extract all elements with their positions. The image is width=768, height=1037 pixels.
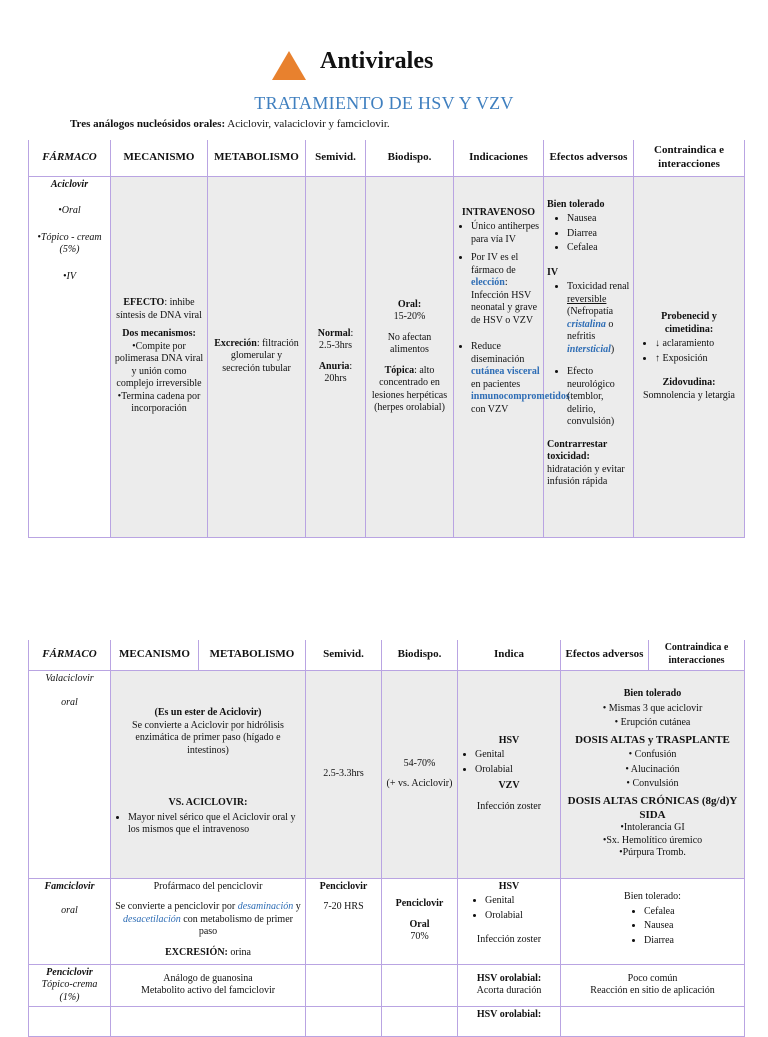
page-subtitle: TRATAMIENTO DE HSV Y VZV [254,93,514,113]
penciclovir-mecanismo [111,964,306,1007]
ind-text: Acorta duración [476,985,542,997]
ester-text: (Es un ester de Aciclovir) [154,707,262,719]
efecto-item: • Diarrea [644,935,741,948]
ind-text: Reduce diseminación [471,341,525,365]
penciclovir-farmaco [29,964,111,1007]
ind-text: Por IV es el fármaco de [471,252,519,276]
conversion-text: Se convierte a Aciclovir por hidrólisis enzimática de primer paso (hígado e intestinos) [132,719,284,756]
penciclovir-semivid [306,964,382,1007]
route-topico: •Tópico - cream (5%) [37,231,102,255]
title-row [0,48,768,84]
intravenoso-heading: INTRAVENOSO [461,206,536,218]
triangle-icon [272,51,306,80]
famciclovir-mecanismo [111,878,306,964]
header-mecanismo: MECANISMO [111,140,208,176]
aciclovir-biodispo [366,176,454,537]
header-metabolismo: METABOLISMO [208,140,306,176]
penciclovir-efectos [561,964,745,1007]
tox-text: ) [610,343,615,355]
famciclovir-indica [458,878,561,964]
bio-value: 54-70% [403,757,436,769]
mecanismo-item: •Termina cadena por incorporación [117,390,201,415]
hsv-item: • Orolabial [485,910,557,923]
aciclovir-indicaciones [454,176,570,537]
next-efectos [561,1007,745,1037]
aciclovir-semivid [306,176,366,537]
mecanismo-item: •Compite por polimerasa DNA viral y unión como complejo irreversible [114,340,204,390]
indicaciones-list [457,221,570,416]
header-farmaco: FÁRMACO [29,140,111,176]
route-oral: •Oral [58,205,81,216]
semivid-label: Penciclovir [319,880,368,892]
intersticial-text: intersticial [567,343,611,355]
header-mecanismo: MECANISMO [111,640,199,670]
next-biodispo [382,1007,458,1037]
aciclovir-farmaco [29,176,111,537]
header-semivid: Semivid. [306,140,366,176]
efecto-item: • Convulsión [564,778,741,791]
efecto-item: • Confusión [564,749,741,762]
hsv-item: • Genital [485,895,557,908]
inmuno-text: inmunocomprometidos [471,391,570,402]
no-afectan: No afectan alimentos [387,331,432,355]
excrecion-label: EXCRESIÓN: [165,946,228,958]
profarmaco-text: Profármaco del penciclovir [153,880,263,892]
indicacion-item [471,252,540,327]
next-indica: HSV orolabial: [458,1007,561,1037]
valaciclovir-efectos [561,670,745,878]
excrecion-text: : filtración glomerular y secreción tubular [222,337,299,374]
bio-label: Penciclovir [395,898,444,910]
drug-route: Tópico-crema (1%) [41,979,98,1003]
mec-text: con metabolismo de primer paso [180,913,293,937]
header-biodispo: Biodispo. [366,140,454,176]
penciclovir-indica [458,964,561,1007]
cronica-item: •Púrpura Tromb. [619,847,686,859]
intro-bold: Tres análogos nucleósidos orales: [70,118,226,130]
altas-list [564,749,741,791]
next-mecanismo [111,1007,306,1037]
vs-aciclovir-label: VS. ACICLOVIR: [168,797,248,809]
oral-value: 15-20% [393,311,426,322]
header-metabolismo: METABOLISMO [199,640,306,670]
ind-text: : Infección HSV neonatal y grave de HSV o VZV [471,277,538,326]
next-semivid [306,1007,382,1037]
drug-name: Valaciclovir [45,672,94,684]
hsv-list [461,749,557,776]
efecto-text: : inhibe síntesis de DNA viral [116,297,202,321]
dosis-altas-label: DOSIS ALTAS y TRASPLANTE [575,733,730,746]
cronica-item: •Sx. Hemolítico úremico [602,834,703,846]
efecto-label: EFECTO [123,297,165,309]
aciclovir-contra [634,176,745,537]
drug-name: Famciclovir [44,880,95,892]
dosis-cronicas-label: DOSIS ALTAS CRÓNICAS (8g/d)Y SIDA [567,794,738,821]
zidovudina-text: Somnolencia y letargia [642,389,735,401]
bien-tolerado: Bien tolerado [547,198,605,210]
cutanea-text: cutánea visceral [471,366,540,377]
eleccion-text: elección [471,277,505,288]
famciclovir-efectos [561,878,745,964]
mec-text: y [293,901,301,912]
mec-text: Metabolito activo del famciclovir [140,985,276,997]
header-efectos: Efectos adversos [544,140,634,176]
intro-text [70,118,390,130]
efecto-item: • Cefalea [644,906,741,919]
valaciclovir-indica [458,670,561,878]
vzv-label: VZV [498,780,520,792]
drug-name: Penciclovir [46,966,93,978]
hsv-label: HSV [498,880,520,892]
reversible-text: reversible [567,293,607,305]
topica-label: Tópica [384,364,415,376]
cronica-item: •Intolerancia GI [620,822,685,834]
valaciclovir-mecanismo [111,670,306,878]
efecto-item: • Mismas 3 que aciclovir [564,703,741,716]
contra-item: • ↑ Exposición [655,353,741,366]
hsv-list [461,895,557,922]
tox-text: (Nefropatía [567,306,614,317]
zoster-text: Infección zoster [476,800,542,812]
iv-label: IV [547,266,559,278]
aciclovir-efectos [544,176,634,537]
oral-label: Oral: [397,298,422,310]
hsv-item: • Orolabial [475,764,557,777]
valaciclovir-farmaco [29,670,111,878]
aciclovir-metabolismo [208,176,306,537]
header-contra: Contraindica e interacciones [634,140,745,176]
contra-item: • ↓ aclaramiento [655,338,741,351]
normal-label: Normal [317,327,351,339]
ind-text: con VZV [471,403,509,415]
next-farmaco [29,1007,111,1037]
contrarrestar-label: Contrarrestar toxicidad: [547,438,608,462]
cristalina-text: cristalina [567,318,606,330]
indicacion-item: • Único antiherpes para vía IV [471,221,540,246]
zoster-text: Infección zoster [476,934,542,945]
bien-tolerado: Bien tolerado: [624,891,681,902]
efecto-item: • Alucinación [564,764,741,777]
neuro-item: • Efecto neurológico (temblor, delirio, convulsión) [567,366,630,429]
penciclovir-biodispo [382,964,458,1007]
page-title: Antivirales [320,48,434,74]
efecto-item: • Nausea [644,920,741,933]
anuria-label: Anuria [318,360,350,372]
drug-route: oral [61,697,78,708]
probenecid-list [641,338,741,365]
header-efectos: Efectos adversos [561,640,649,670]
bien-tolerado: Bien tolerado [623,688,682,700]
iv-list [553,281,630,429]
aciclovir-table [28,140,745,538]
topica-text: : alto concentrado en lesiones herpéticas (herpes orolabial) [371,364,448,413]
header-biodispo: Biodispo. [382,640,458,670]
efecto-text: Reacción en sitio de aplicación [590,985,715,997]
desaminacion-text: desaminación [237,901,294,912]
dos-mecanismos-label: Dos mecanismos: [122,328,196,340]
semivid-value: 7-20 HRS [323,901,364,912]
mec-text: Se convierte a penciclovir por [115,901,238,912]
header-semivid: Semivid. [306,640,382,670]
excrecion-label: Excreción [214,337,257,349]
ind-label: HSV orolabial: [476,972,542,984]
ind-text: en pacientes [471,378,521,390]
famciclovir-farmaco [29,878,111,964]
efecto-item: • Diarrea [567,228,630,241]
efecto-item: • Cefalea [567,242,630,255]
aciclovir-mecanismo [111,176,208,537]
valaciclovir-table [28,640,745,1037]
contrarrestar-text: hidratación y evitar infusión rápida [547,463,625,487]
hsv-item: • Genital [475,749,557,762]
bio-note: (+ vs. Aciclovir) [386,778,453,789]
drug-route: oral [61,905,78,916]
tox-text: o nefritis [567,318,614,342]
excrecion-text: orina [227,946,251,958]
anuria-value: : 20hrs [324,360,353,384]
hsv-label: HSV [498,734,520,746]
header-indica: Indica [458,640,561,670]
tox-text: Toxicidad renal [567,281,630,292]
efecto-item: • Nausea [567,213,630,226]
drug-name: Aciclovir [50,178,89,190]
route-iv: •IV [63,270,76,282]
intro-rest: Aciclovir, valaciclovir y famciclovir. [225,118,390,130]
efecto-item: • Erupción cutánea [564,717,741,730]
conversion-text [114,901,302,939]
vs-item: • Mayor nivel sérico que el Aciclovir oral y los mismos que el intravenoso [128,812,302,837]
mec-text: Análogo de guanosina [163,972,253,984]
normal-value: : 2.5-3hrs [318,327,354,351]
bien-list [564,906,741,948]
toxicidad-item [567,281,630,356]
efecto-text: Poco común [627,972,678,984]
vs-list [114,812,302,837]
header-contra: Contraindica e interacciones [649,640,745,670]
valaciclovir-biodispo [382,670,458,878]
zidovudina-label: Zidovudina: [662,377,716,388]
bien-list [564,703,741,730]
bio-oral: Oral [409,918,430,930]
header-indicaciones: Indicaciones [454,140,544,176]
bio-value: 70% [410,931,429,943]
desacetilacion-text: desacetilación [123,913,181,925]
indicacion-item [471,341,570,416]
probenecid-label: Probenecid y cimetidina: [661,311,717,335]
valaciclovir-semivid: 2.5-3.3hrs [306,670,382,878]
famciclovir-biodispo [382,878,458,964]
header-farmaco: FÁRMACO [29,640,111,670]
famciclovir-semivid [306,878,382,964]
efectos-list [553,213,630,255]
